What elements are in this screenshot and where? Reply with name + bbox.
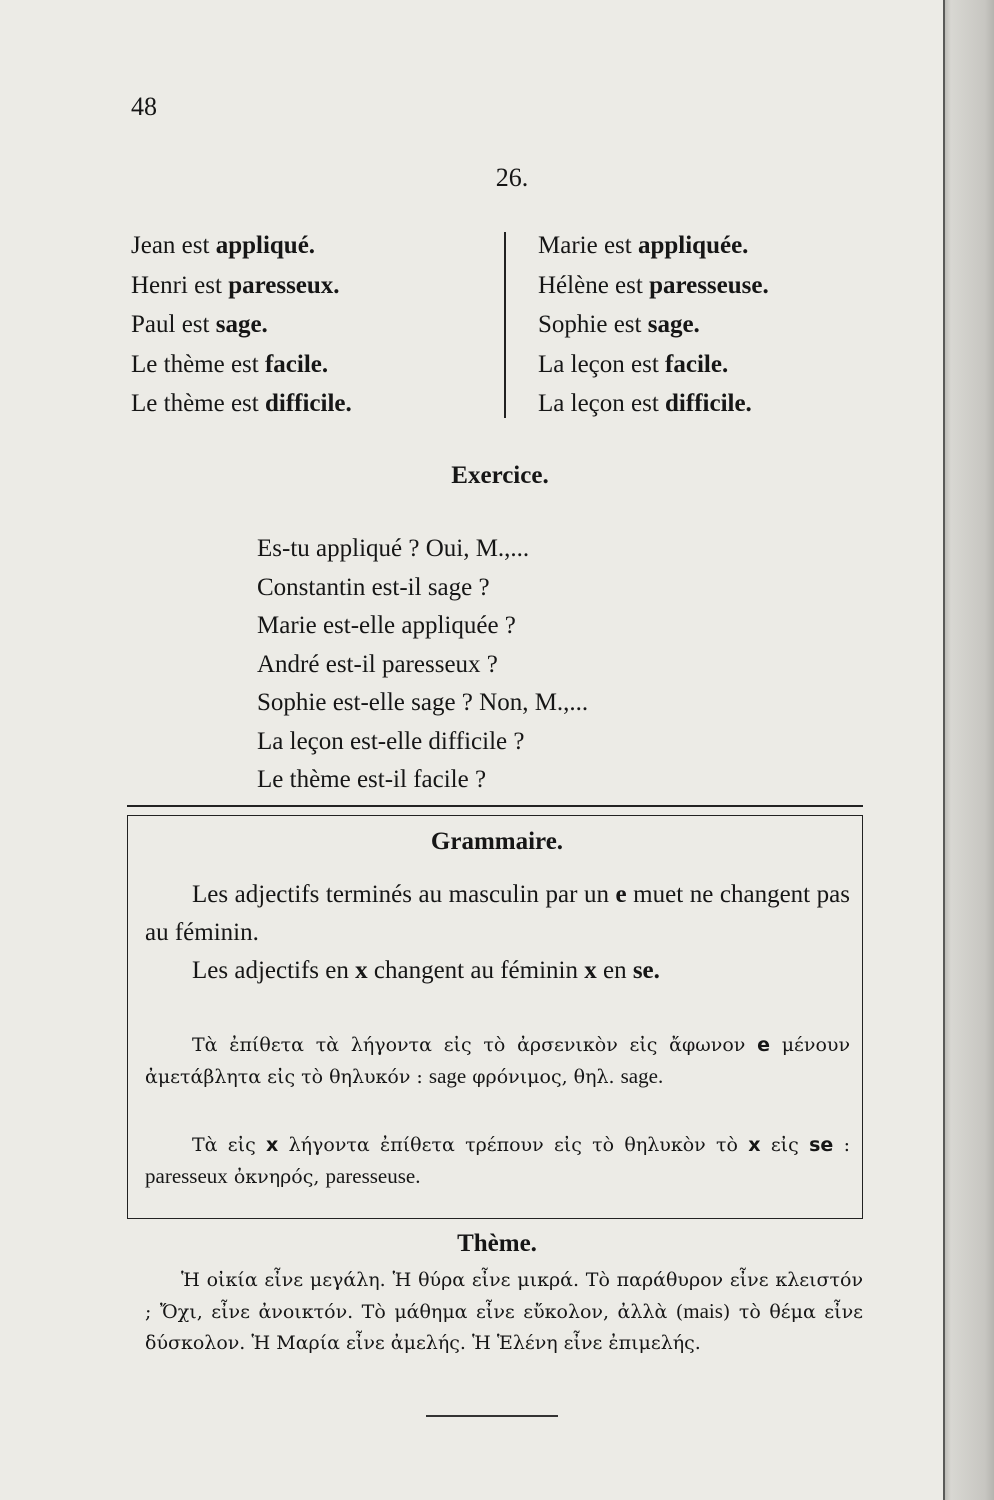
masculine-line: Paul est sage. (131, 311, 268, 339)
grammar-greek-1: Τὰ ἐπίθετα τὰ λήγοντα εἰς τὸ ἀρσενικὸν εἰς ἄφωνον e μένουν ἀμετάβλητα εἰς τὸ θηλυκόν : sage φρόνιμος, θηλ. sage. (145, 1034, 850, 1088)
feminine-line: Sophie est sage. (538, 311, 700, 339)
exercise-heading: Exercice. (451, 462, 549, 489)
exercise-line: Marie est-elle appliquée ? (257, 612, 516, 639)
grammar-rule-1: Les adjectifs terminés au masculin par un e muet ne changent pas au féminin. (145, 881, 850, 946)
theme-paragraph: Ἡ οἰκία εἶνε μεγάλη. Ἡ θύρα εἶνε μικρά. Τὸ παράθυρον εἶνε κλειστόν ; Ὄχι, εἶνε ἀνοικτόν. Τὸ μάθημα εἶνε εὔκολον, ἀλλὰ (mais) τὸ θέμα εἶνε δύσκολον. Ἡ Μαρία εἶνε ἀμελής. Ἡ Ἑλένη εἶνε ἐπιμελής. (145, 1269, 863, 1354)
masculine-line: Jean est appliqué. (131, 232, 316, 259)
feminine-line: Marie est appliquée. (538, 232, 749, 259)
exercise-line: Le thème est-il facile ? (257, 766, 487, 793)
masculine-column (131, 226, 352, 424)
exercise-list (257, 530, 588, 800)
column-divider (504, 232, 506, 418)
grammar-heading: Grammaire. (430, 828, 564, 855)
theme-heading: Thème. (457, 1230, 537, 1257)
masculine-line: Henri est paresseux. (131, 271, 340, 299)
feminine-line: La leçon est difficile. (538, 390, 752, 418)
feminine-column (538, 226, 769, 424)
exercise-line: Sophie est-elle sage ? Non, M.,... (257, 689, 589, 716)
grammar-rule-2: Les adjectifs en x changent au féminin x en se. (192, 957, 660, 984)
grammar-greek-2: Τὰ εἰς x λήγοντα ἐπίθετα τρέπουν εἰς τὸ θηλυκὸν τὸ x εἰς se : paresseux ὀκνηρός, paresseuse. (145, 1134, 850, 1188)
exercise-line: André est-il paresseux ? (257, 650, 498, 678)
masculine-line: Le thème est facile. (131, 350, 329, 378)
end-rule (426, 1415, 558, 1417)
exercise-line: Constantin est-il sage ? (257, 573, 490, 601)
exercise-line: La leçon est-elle difficile ? (257, 727, 525, 755)
lesson-number: 26. (495, 163, 529, 192)
exercise-line: Es-tu appliqué ? Oui, M.,... (257, 535, 530, 562)
page-number: 48 (131, 92, 157, 121)
next-page-edge (945, 0, 994, 1500)
masculine-line: Le thème est difficile. (131, 390, 352, 418)
feminine-line: La leçon est facile. (538, 350, 729, 378)
feminine-line: Hélène est paresseuse. (538, 271, 769, 299)
grammar-top-rule (127, 805, 863, 807)
